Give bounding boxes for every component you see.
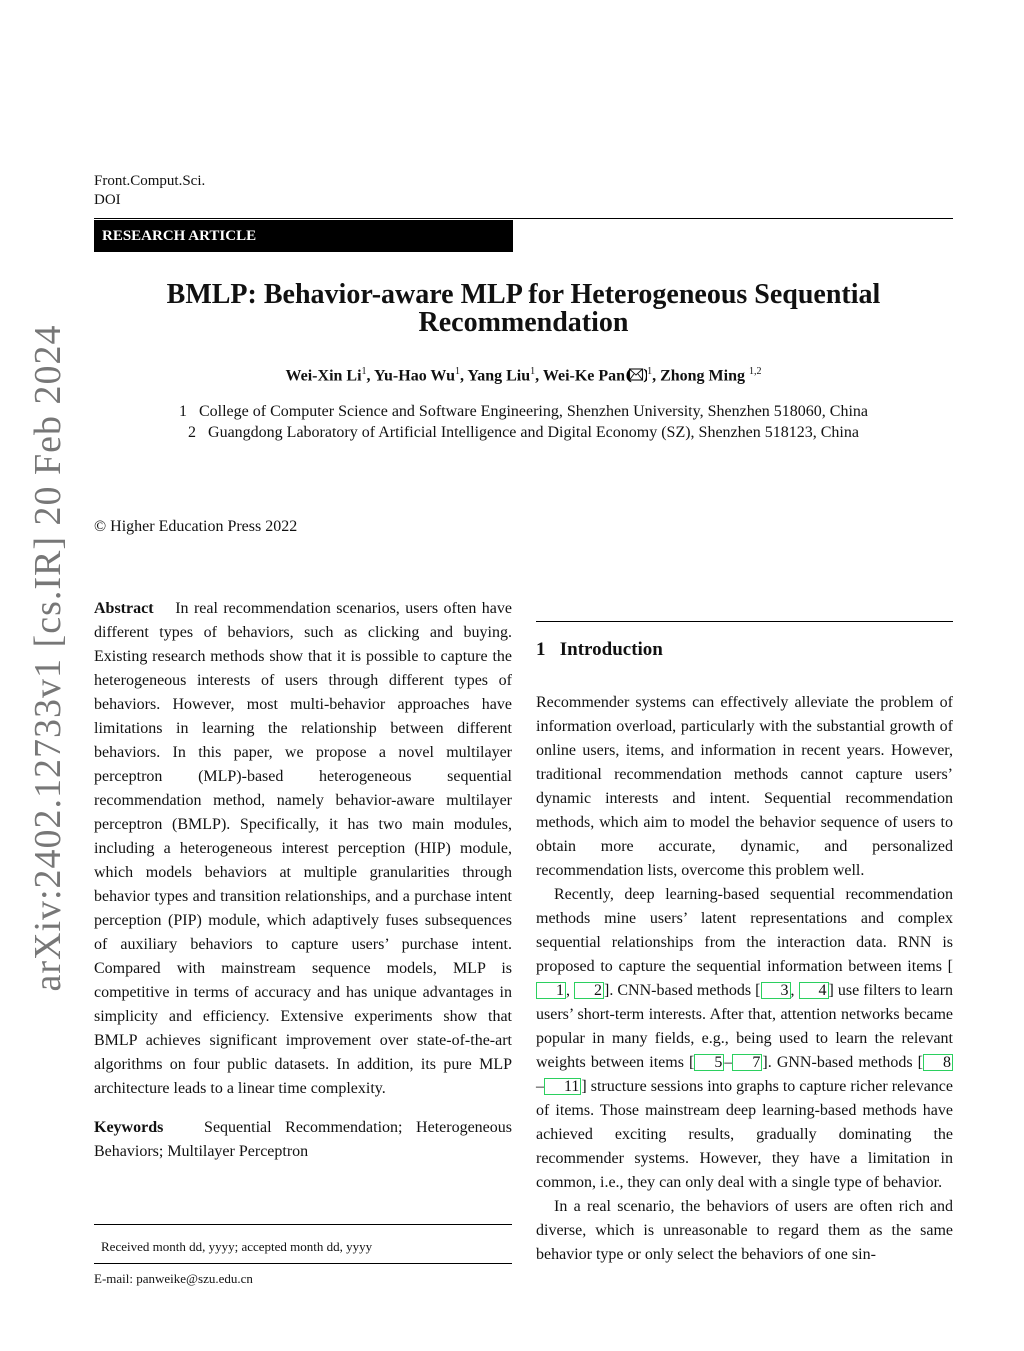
affiliation-number: 2 [188,424,197,441]
journal-name: Front.Comput.Sci. [94,173,206,189]
paragraph-text: ]. GNN-based methods [ [762,1054,924,1071]
section-rule [536,621,953,622]
citation-link[interactable]: 5 [694,1054,724,1071]
author-affil-sup: 1 [361,366,367,377]
author-name: Wei-Ke Pan [542,367,626,385]
footnote-rule-top [94,1224,512,1225]
author-name: Yang Liu [467,367,531,385]
intro-paragraph-2: Recently, deep learning-based sequential recommendation methods mine users’ latent representations and complex sequential relationships from the interaction data. RNN is proposed to capture the sequential information between items [1 , 2 ]. CNN-based methods [ 3 , 4 ] use filters to learn users’ short-term interests. After that, attention networks became popular in many fields, e.g., being used to learn the relevant weights between items [ 5 – 7 ]. GNN-based methods [ 8– 11 ] structure sessions into graphs to capture richer relevance of items. Those mainstream deep learning-based methods have achieved exciting results, gradually dominating the recommender systems. However, they have a limitation in common, i.e., they can only deal with a single type of behavior. [536,886,954,1191]
svg-text:(: ( [625,367,633,384]
section-title: Introduction [559,639,663,660]
citation-link[interactable]: 11 [544,1078,581,1095]
introduction-body [536,691,953,1267]
abstract-text: In real recommendation scenarios, users often have different types of behaviors, such as clicking and buying. Existing research methods show that it is possible to capture the heterogeneous interests of users through different types of behaviors. However, most multi-behavior approaches have limitations in learning the relationship between different behaviors. In this paper, we propose a novel multilayer perceptron (MLP)-based heterogeneous sequential recommendation method, namely behavior-aware multilayer perceptron (BMLP). Specifically, it has two main modules, including a heterogeneous interest perception (HIP) module, which models behaviors at multiple granularities through behavior types and transition relationships, and a purchase intent perception (PIP) module, which adaptively fuses subsequences of auxiliary behaviors to capture users’ purchase intent. Compared with mainstream sequence models, MLP is competitive in terms of accuracy and has unique advantages in simplicity and efficiency. Extensive experiments show that BMLP achieves significant improvement over state-of-the-art algorithms on four public datasets. In addition, its pure MLP architecture leads to a linear time complexity. [94,600,512,1097]
intro-paragraph-3: In a real scenario, the behaviors of users are often rich and diverse, which is unreasonable to regard them as the same behavior type or only select the behaviors of one sin- [536,1198,953,1263]
author-affil-sup: 1 [455,366,461,377]
title-line-2: Recommendation [418,307,629,338]
author-affil-sup: 1 [530,366,536,377]
affiliation-2 [94,422,953,443]
intro-paragraph-1: Recommender systems can effectively alleviate the problem of information overload, particularly with the substantial growth of online users, items, and information in recent years. However, traditional recommendation methods cannot capture users’ dynamic interests and intent. Sequential recommendation methods, which aim to model the behavior sequence of users to obtain more accurate, dynamic, and personalized recommendation lists, overcome this problem well. [536,694,953,879]
citation-link[interactable]: 3 [761,982,791,999]
section-number: 1 [536,639,546,660]
paragraph-text: ] use filters to learn users’ short-term interests. After that, attention networks became popular in many fields, e.g., being used to learn the relevant weights between items [ [536,982,954,1071]
affiliation-number: 1 [178,403,187,420]
envelope-icon [625,367,647,383]
journal-header [94,172,205,210]
received-note: Received month dd, yyyy; accepted month dd, yyyy [101,1239,373,1254]
author-affil-sup: 1 [647,366,653,377]
copyright-text: Higher Education Press 2022 [110,518,298,535]
email-note: E-mail: panweike@szu.edu.cn [94,1271,253,1286]
keywords-text: Sequential Recommendation; Heterogeneous Behaviors; Multilayer Perceptron [94,1119,512,1160]
citation-link[interactable]: 4 [799,982,829,999]
author-list: Wei-Xin Li$^1$, Yu-Hao Wu$^1$, Yang Liu$^1$, Wei-Ke Pan ( $^1$, Zhong Ming $^{1,2}$ [285,366,762,385]
copyright-line [94,518,297,536]
keywords-block [94,1116,512,1164]
citation-link[interactable]: 1 [536,982,566,999]
affiliation-1 [94,401,953,422]
author-name: Wei-Xin Li [285,367,362,385]
paragraph-text: ] structure sessions into graphs to capture richer relevance of items. Those mainstream deep learning-based methods have achieved exciting results, gradually dominating the recommender systems. However, they have a limitation in common, i.e., they can only deal with a single type of behavior. [536,1078,953,1191]
keywords-label: Keywords [94,1119,164,1136]
abstract-label: Abstract [94,600,154,617]
section-heading-introduction [536,639,663,661]
paragraph-text: Recently, deep learning-based sequential recommendation methods mine users’ latent representations and complex sequential relationships from the interaction data. RNN is proposed to capture the sequential information between items [ [536,886,953,975]
doi-label: DOI [94,192,121,208]
paragraph-text: ]. CNN-based methods [ [604,982,761,999]
author-name: Yu-Hao Wu [373,367,456,385]
affiliation-text: College of Computer Science and Software Engineering, Shenzhen University, Shenzhen 518060, China [198,403,869,420]
citation-link[interactable]: 8 [923,1054,953,1071]
article-type-banner: RESEARCH ARTICLE [94,220,513,252]
author-affil-sup: 1,2 [748,366,762,377]
copyright-icon: © [94,518,107,535]
arxiv-side-stamp: arXiv:2402.12733v1 [cs.IR] 20 Feb 2024 [27,324,69,992]
title-line-1: BMLP: Behavior-aware MLP for Heterogeneous Sequential [166,279,881,310]
author-name: Zhong Ming [660,367,745,385]
header-rule [94,218,953,219]
footnote-rule-bottom [94,1263,512,1264]
paper-title [94,281,953,337]
affiliation-text: Guangdong Laboratory of Artificial Intelligence and Digital Economy (SZ), Shenzhen 518123, China [208,424,859,441]
citation-link[interactable]: 2 [574,982,604,999]
abstract-block [94,597,512,1101]
citation-link[interactable]: 7 [732,1054,762,1071]
